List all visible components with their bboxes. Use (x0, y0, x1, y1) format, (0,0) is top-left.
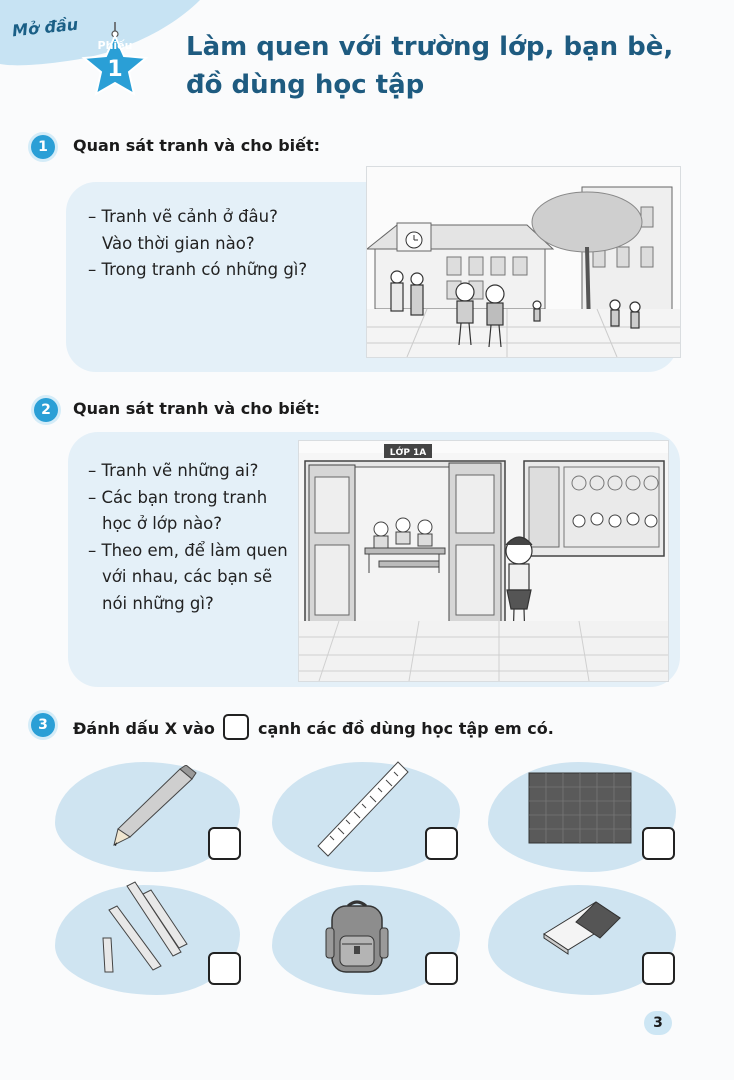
prompt-1-1: – Tranh vẽ cảnh ở đâu? (88, 207, 278, 226)
slate-board-icon (528, 772, 632, 844)
ruler-icon (312, 760, 412, 860)
prompt-2-5: với nhau, các bạn sẽ (102, 567, 273, 586)
section-3-heading-part1: Đánh dấu X vào (73, 719, 215, 738)
badge-number: 1 (107, 57, 123, 82)
page-title (186, 28, 706, 104)
section-1-prompts (88, 204, 307, 284)
checkbox-chalk[interactable] (208, 952, 241, 985)
pencil-icon (108, 765, 198, 850)
title-line-1: Làm quen với trường lớp, bạn bè, (186, 32, 674, 62)
prompt-2-6: nói những gì? (102, 593, 214, 613)
badge-label: Phiếu (97, 39, 133, 52)
section-2-heading: Quan sát tranh và cho biết: (73, 399, 321, 418)
section-3-heading (73, 714, 554, 740)
prompt-1-3: – Trong tranh có những gì? (88, 260, 308, 279)
checkbox-pencil[interactable] (208, 827, 241, 860)
chalk-icon (95, 880, 195, 975)
eraser-icon (540, 896, 624, 956)
checkbox-ruler[interactable] (425, 827, 458, 860)
school-yard-illustration (366, 166, 681, 358)
checkbox-slate[interactable] (642, 827, 675, 860)
checkbox-backpack[interactable] (425, 952, 458, 985)
section-2-prompts (88, 458, 288, 617)
backpack-icon (322, 898, 392, 976)
prompt-2-2: – Các bạn trong tranh (88, 487, 268, 507)
section-3-heading-part2: cạnh các đồ dùng học tập em có. (258, 719, 554, 738)
section-2-number: 2 (34, 398, 58, 422)
prompt-2-4: – Theo em, để làm quen (88, 540, 288, 560)
title-line-2: đồ dùng học tập (186, 70, 425, 100)
prompt-2-3: học ở lớp nào? (102, 514, 223, 533)
door-sign: LỚP 1A (389, 448, 427, 458)
classroom-door-illustration (298, 440, 669, 682)
section-3-number: 3 (31, 713, 55, 737)
prompt-1-2: Vào thời gian nào? (102, 233, 255, 253)
prompt-2-1: – Tranh vẽ những ai? (88, 461, 259, 480)
section-1-number: 1 (31, 135, 55, 159)
section-1-heading: Quan sát tranh và cho biết: (73, 136, 321, 155)
page-number: 3 (644, 1011, 672, 1035)
checkbox-eraser[interactable] (642, 952, 675, 985)
sample-checkbox-icon (223, 714, 249, 740)
intro-label: Mở đầu (11, 14, 79, 41)
